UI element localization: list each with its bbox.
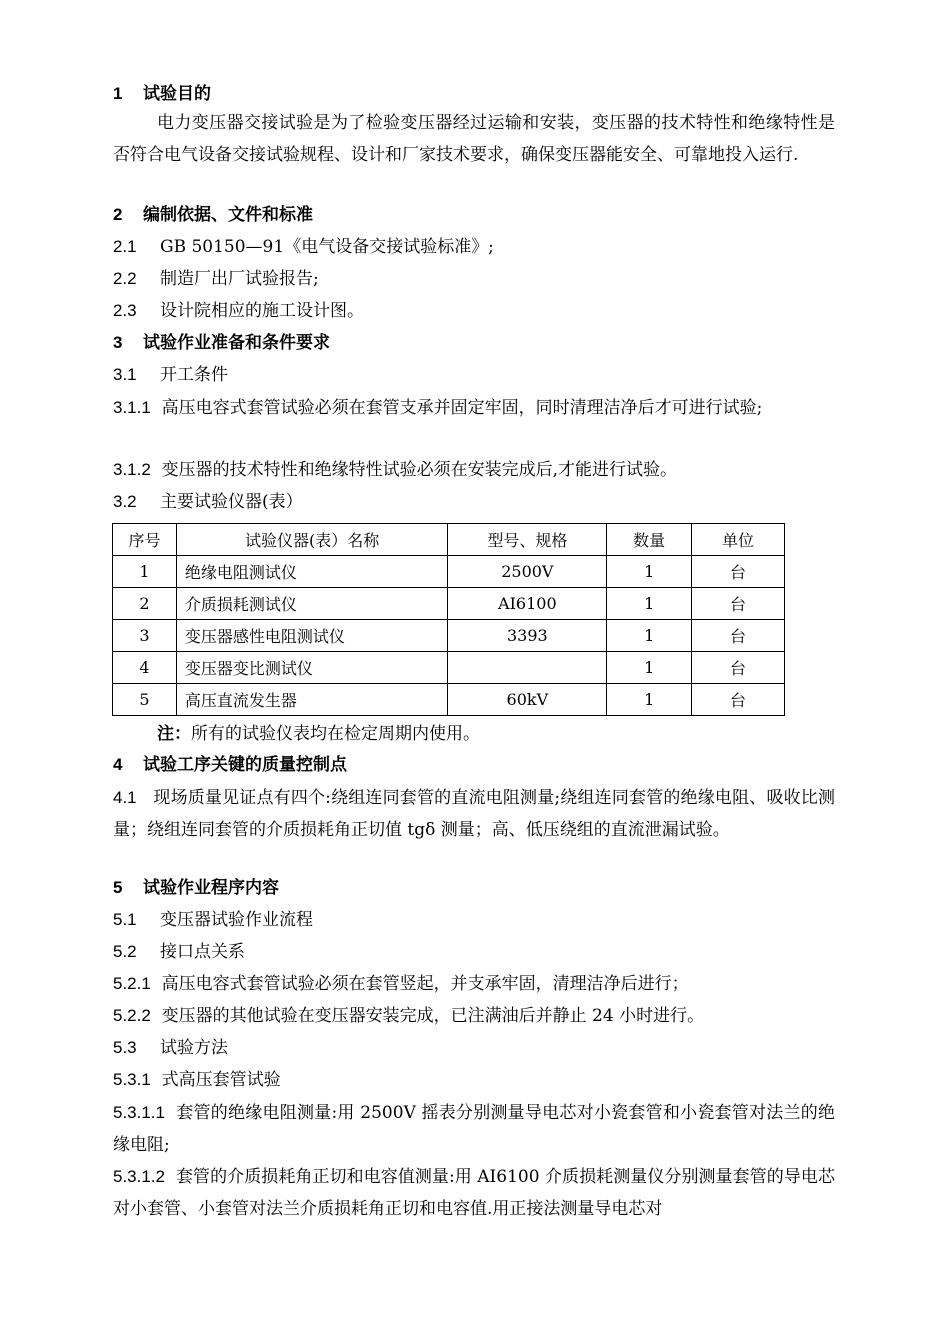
table-cell: 台	[692, 684, 785, 716]
table-row	[113, 684, 785, 716]
table-cell: 2500V	[448, 556, 607, 588]
subsection-5-2: 5.2 接口点关系	[113, 942, 245, 962]
list-item: 2.1 GB 50150—91《电气设备交接试验标准》;	[113, 237, 494, 257]
table-row	[113, 588, 785, 620]
table-cell: 60kV	[448, 684, 607, 716]
table-note	[157, 723, 480, 745]
table-cell: 2	[113, 588, 177, 620]
section-title: 试验目的	[143, 84, 211, 104]
subsection-3-2: 3.2 主要试验仪器(表）	[113, 492, 303, 512]
section-title: 试验工序关键的质量控制点	[143, 755, 347, 775]
table-cell: 4	[113, 652, 177, 684]
section-number: 1	[113, 84, 123, 103]
table-cell: 1	[607, 588, 692, 620]
table-header: 单位	[692, 524, 785, 556]
section-title: 编制依据、文件和标准	[143, 205, 313, 225]
subsection-3-1-1: 3.1.1 高压电容式套管试验必须在套管支承并固定牢固，同时清理洁净后才可进行试验;	[113, 398, 763, 418]
section-number: 4	[113, 755, 123, 774]
table-cell: 台	[692, 620, 785, 652]
subsection-3-1-2: 3.1.2 变压器的技术特性和绝缘特性试验必须在安装完成后,才能进行试验。	[113, 460, 678, 480]
subsection-5-3-1-2: 5.3.1.2 套管的介质损耗角正切和电容值测量:用 AI6100 介质损耗测量仪分别测量套管的导电芯对小套管、小套管对法兰介质损耗角正切和电容值.用正接法测量导电芯对	[113, 1167, 835, 1219]
table-cell: 3	[113, 620, 177, 652]
subsection-5-3-1-1: 5.3.1.1 套管的绝缘电阻测量:用 2500V 摇表分别测量导电芯对小瓷套管和小瓷套管对法兰的绝缘电阻;	[113, 1103, 836, 1155]
table-cell: 1	[113, 556, 177, 588]
table-cell	[448, 652, 607, 684]
section-1-heading	[113, 83, 843, 105]
table-cell: 3393	[448, 620, 607, 652]
section-4-heading	[113, 754, 843, 776]
table-cell: 变压器变比测试仪	[176, 652, 448, 684]
table-cell: 介质损耗测试仪	[176, 588, 448, 620]
section-number: 3	[113, 333, 123, 352]
table-row	[113, 556, 785, 588]
section-5-heading	[113, 877, 843, 899]
table-cell: 高压直流发生器	[176, 684, 448, 716]
section-number: 2	[113, 205, 123, 224]
section-1-paragraph: 电力变压器交接试验是为了检验变压器经过运输和安装，变压器的技术特性和绝缘特性是否符合电气设备交接试验规程、设计和厂家技术要求，确保变压器能安全、可靠地投入运行.	[113, 113, 835, 165]
section-title: 试验作业程序内容	[143, 878, 279, 898]
table-header: 试验仪器(表）名称	[176, 524, 448, 556]
subsection-5-3: 5.3 试验方法	[113, 1038, 228, 1058]
note-text: 所有的试验仪表均在检定周期内使用。	[191, 724, 480, 744]
table-cell: 绝缘电阻测试仪	[176, 556, 448, 588]
subsection-5-3-1: 5.3.1 式高压套管试验	[113, 1070, 281, 1090]
table-cell: 1	[607, 556, 692, 588]
table-header: 序号	[113, 524, 177, 556]
section-number: 5	[113, 878, 123, 897]
section-2-heading	[113, 204, 843, 226]
table-cell: 1	[607, 652, 692, 684]
equipment-table	[112, 523, 785, 716]
section-3-heading	[113, 332, 843, 354]
list-item: 2.3 设计院相应的施工设计图。	[113, 301, 364, 321]
list-item: 2.2 制造厂出厂试验报告;	[113, 269, 319, 289]
subsection-5-1: 5.1 变压器试验作业流程	[113, 910, 313, 930]
table-cell: 1	[607, 620, 692, 652]
table-cell: 5	[113, 684, 177, 716]
table-header-row	[113, 524, 785, 556]
table-header: 型号、规格	[448, 524, 607, 556]
table-cell: 台	[692, 588, 785, 620]
subsection-4-1: 4.1 现场质量见证点有四个:绕组连同套管的直流电阻测量;绕组连同套管的绝缘电阻、吸收比测量；绕组连同套管的介质损耗角正切值 tgδ 测量；高、低压绕组的直流泄漏试验。	[113, 788, 835, 840]
table-cell: AI6100	[448, 588, 607, 620]
table-cell: 1	[607, 684, 692, 716]
table-cell: 台	[692, 652, 785, 684]
table-row	[113, 620, 785, 652]
note-label: 注：	[157, 724, 191, 744]
table-header: 数量	[607, 524, 692, 556]
section-title: 试验作业准备和条件要求	[143, 333, 330, 353]
subsection-5-2-2: 5.2.2 变压器的其他试验在变压器安装完成，已注满油后并静止 24 小时进行。	[113, 1006, 705, 1026]
table-row	[113, 652, 785, 684]
subsection-3-1: 3.1 开工条件	[113, 365, 228, 385]
table-cell: 变压器感性电阻测试仪	[176, 620, 448, 652]
subsection-5-2-1: 5.2.1 高压电容式套管试验必须在套管竖起，并支承牢固，清理洁净后进行；	[113, 974, 689, 994]
table-cell: 台	[692, 556, 785, 588]
